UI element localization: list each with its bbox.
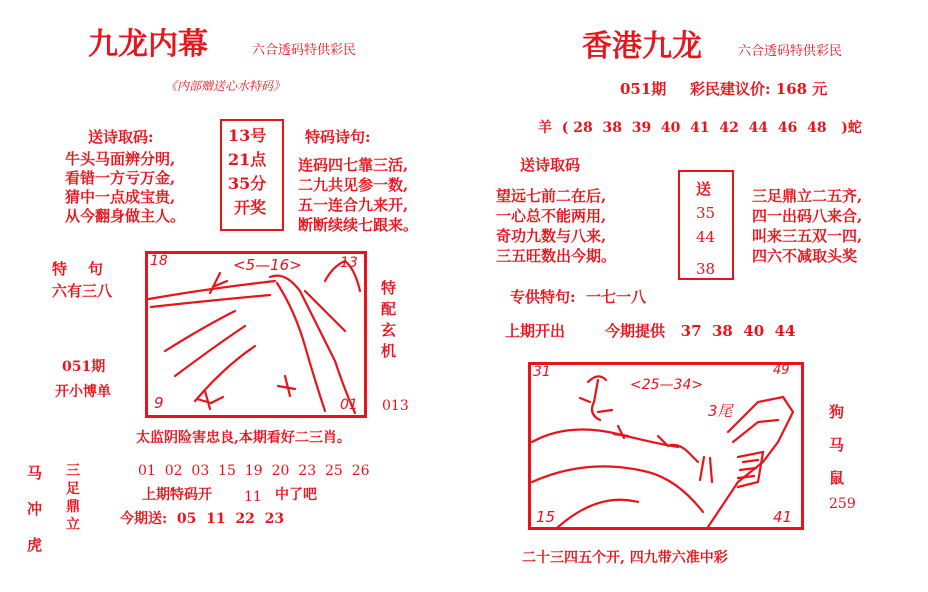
poem-line: 断断续续七跟来。 [298, 216, 419, 234]
right-pic-top: <25—34> [630, 377, 704, 393]
left-draw-time-text [228, 124, 266, 220]
side-char: 三 [66, 463, 80, 479]
right-pic-tr: 49 [773, 363, 790, 378]
right-pic-bl: 15 [536, 508, 556, 526]
left-tepei-column [381, 278, 396, 362]
poem-line: 三足鼎立二五齐, [752, 187, 863, 205]
side-char: 冲 [27, 500, 43, 518]
animal-char: 鼠 [829, 469, 845, 487]
poem-line: 四一出码八来合, [752, 207, 863, 225]
tepei-char: 机 [381, 342, 397, 360]
left-number-row: 01 02 03 15 19 20 23 25 26 [138, 463, 370, 479]
poem-line: 一心总不能两用, [496, 207, 607, 225]
box-line: 44 [696, 228, 716, 246]
left-tepei-number: 013 [382, 398, 409, 414]
left-special-poem-label: 特码诗句: [305, 128, 371, 146]
animal-char: 马 [829, 436, 845, 454]
left-today-send: 今期送: 05 11 22 23 [120, 511, 285, 527]
left-last-special-number: 11 [244, 489, 262, 505]
side-char: 立 [66, 517, 80, 533]
left-issue: 051期 [62, 359, 106, 375]
animal-char: 狗 [829, 403, 845, 421]
poem-line: 望远七前二在后, [496, 187, 607, 205]
side-char: 足 [66, 481, 80, 497]
side-char: 马 [27, 464, 43, 482]
poem-line: 奇功九数与八来, [496, 227, 607, 245]
left-poem-one [65, 150, 185, 226]
tepei-char: 玄 [381, 321, 397, 339]
poem-line: 四六不减取头奖 [752, 247, 858, 265]
poem-line: 猜中一点成宝贵, [65, 188, 176, 206]
right-today-provide: 今期提供 37 38 40 44 [605, 322, 796, 340]
right-subtitle: 六合透码特供彩民 [738, 44, 843, 59]
box-line: 送 [696, 180, 712, 198]
left-pic-top: <5—16> [233, 256, 302, 274]
right-send-poem-label: 送诗取码 [520, 156, 581, 174]
left-send-poem-label: 送诗取码: [88, 128, 154, 146]
side-char: 虎 [27, 536, 43, 554]
poem-line: 从今翻身做主人。 [65, 207, 186, 225]
right-bottom-line: 二十三四五个开, 四九带六准中彩 [522, 550, 728, 566]
right-poem-two [752, 186, 862, 266]
right-animal-column [829, 396, 844, 495]
box-line: 35分 [228, 174, 267, 193]
left-ma-chong-hu [27, 455, 42, 563]
left-pic-br: 01 [340, 397, 358, 413]
left-tejv-label: 特 句 [52, 260, 103, 278]
right-last-open: 上期开出 [505, 322, 566, 340]
box-line: 38 [696, 260, 716, 278]
right-pic-br: 41 [773, 508, 793, 526]
right-sheep-snake-row: 羊 ( 28 38 39 40 41 42 44 46 48 )蛇 [538, 120, 862, 136]
left-taijian-line: 太监阴险害忠良,本期看好二三肖。 [136, 430, 351, 446]
left-picture-sketch [145, 251, 367, 418]
right-poem-one [496, 186, 616, 266]
left-kaixiao: 开小博单 [55, 384, 111, 400]
box-line: 13号 [228, 126, 267, 145]
box-line: 21点 [228, 150, 267, 169]
left-pic-tr: 13 [340, 255, 358, 271]
left-pic-bl: 9 [154, 394, 164, 412]
right-send-box-text [696, 177, 715, 281]
right-issue: 051期 [620, 80, 667, 98]
side-char: 鼎 [66, 499, 80, 515]
left-title: 九龙内幕 [88, 27, 208, 62]
poem-line: 牛头马面辨分明, [65, 150, 176, 168]
right-price: 彩民建议价: 168 元 [690, 80, 828, 98]
right-special-line: 专供特句: 一七一八 [510, 288, 646, 306]
left-san-zu-ding-li [66, 462, 80, 534]
tepei-char: 特 [381, 279, 397, 297]
left-poem-two [298, 155, 418, 235]
poem-line: 看错一方亏万金, [65, 169, 176, 187]
right-animal-number: 259 [829, 496, 856, 512]
box-line: 开奖 [234, 198, 267, 217]
poem-line: 叫来三五双一四, [752, 227, 863, 245]
left-tejv-text: 六有三八 [52, 282, 113, 300]
poem-line: 二九共见参一数, [298, 176, 409, 194]
right-pic-mid: 3尾 [708, 402, 733, 420]
tepei-char: 配 [381, 300, 397, 318]
left-subtitle: 六合透码特供彩民 [252, 43, 357, 58]
left-pic-tl: 18 [150, 253, 168, 269]
left-last-special-suffix: 中了吧 [275, 487, 317, 503]
left-last-special-prefix: 上期特码开 [142, 487, 212, 503]
box-line: 35 [696, 204, 716, 222]
poem-line: 连码四七靠三活, [298, 156, 409, 174]
poem-line: 五一连合九来开, [298, 196, 409, 214]
right-title: 香港九龙 [582, 29, 702, 64]
poem-line: 三五旺数出今期。 [496, 247, 617, 265]
left-gift-line: 《内部赠送心水特码》 [165, 79, 286, 93]
right-pic-tl: 31 [533, 364, 551, 380]
